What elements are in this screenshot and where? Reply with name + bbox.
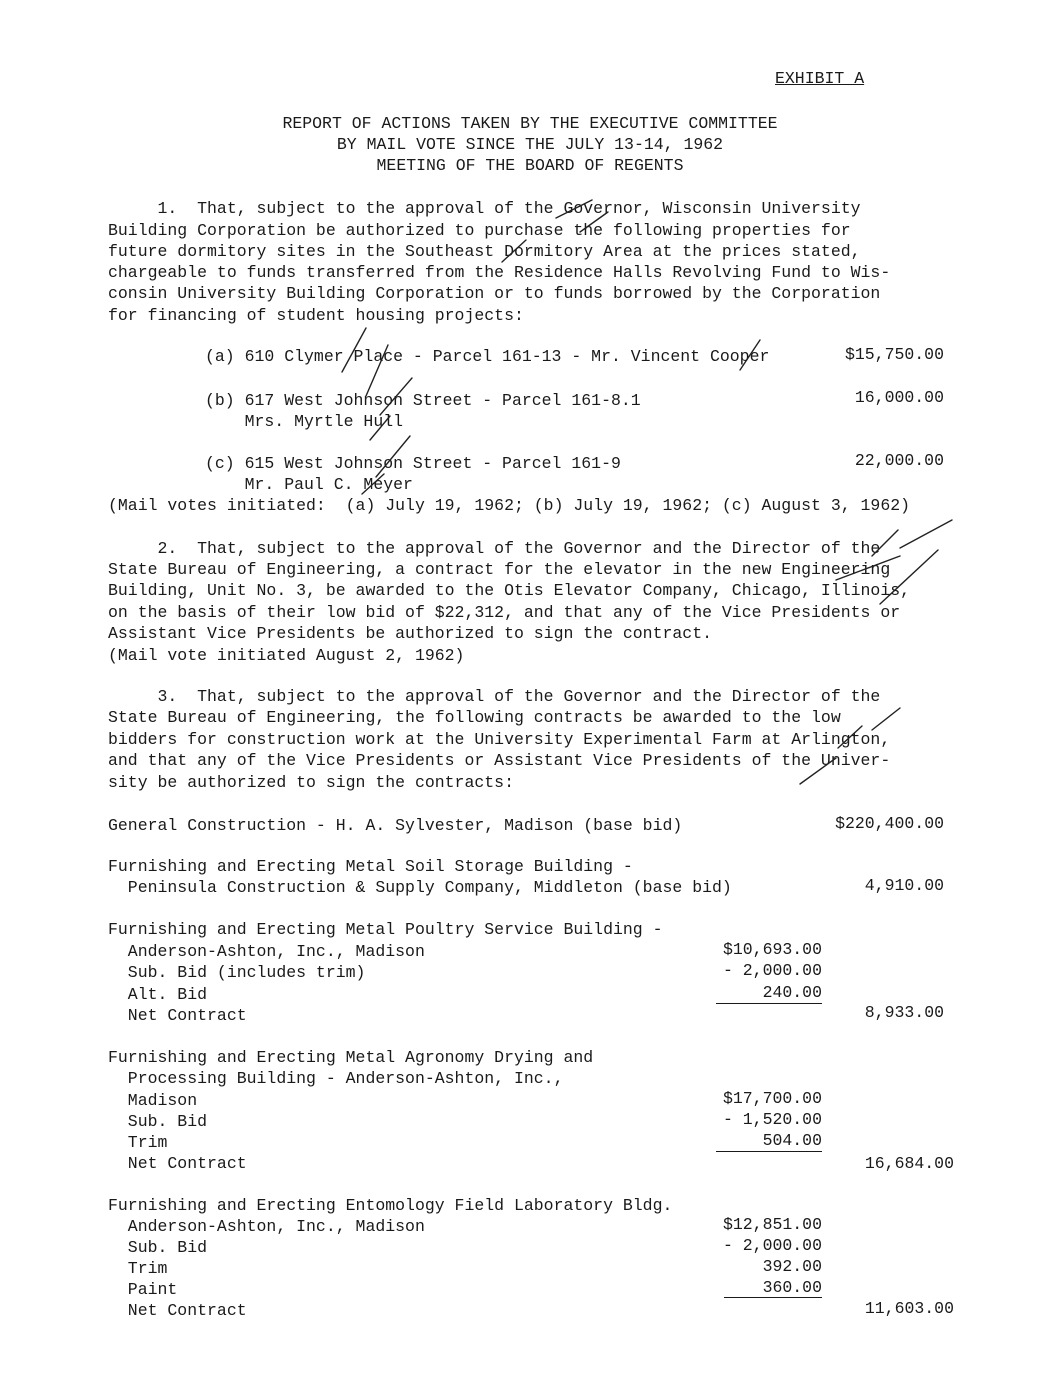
poultry-row-value: - 2,000.00 <box>722 961 822 980</box>
agronomy-sum-rule <box>716 1151 822 1152</box>
agronomy-heading-1: Furnishing and Erecting Metal Agronomy Drying and <box>108 1048 594 1067</box>
item-1-line: chargeable to funds transferred from the Residence Halls Revolving Fund to Wis- <box>108 263 891 282</box>
item-2-line: Building, Unit No. 3, be awarded to the Otis Elevator Company, Chicago, Illinois, <box>108 581 911 600</box>
item-1-line: 1. That, subject to the approval of the Governor, Wisconsin University <box>108 199 861 218</box>
property-b-amount: 16,000.00 <box>854 388 944 407</box>
entomology-row-value: - 2,000.00 <box>722 1236 822 1255</box>
property-b-description: (b) 617 West Johnson Street - Parcel 161-8.1 <box>205 391 641 410</box>
item-3-line: 3. That, subject to the approval of the Governor and the Director of the <box>108 687 881 706</box>
report-title-line-3: MEETING OF THE BOARD OF REGENTS <box>376 156 684 175</box>
item-1-line: future dormitory sites in the Southeast Dormitory Area at the prices stated, <box>108 242 861 261</box>
report-title-line-2: BY MAIL VOTE SINCE THE JULY 13-14, 1962 <box>336 135 724 154</box>
agronomy-heading-2: Processing Building - Anderson-Ashton, Inc., <box>108 1069 564 1088</box>
item-2-line: 2. That, subject to the approval of the Governor and the Director of the <box>108 539 881 558</box>
exhibit-label: EXHIBIT A <box>775 69 865 88</box>
poultry-row-label: Alt. Bid <box>108 985 208 1004</box>
general-construction-label: General Construction - H. A. Sylvester, Madison (base bid) <box>108 816 683 835</box>
poultry-heading: Furnishing and Erecting Metal Poultry Service Building - <box>108 920 663 939</box>
agronomy-row-label: Madison <box>108 1091 198 1110</box>
poultry-net-label: Net Contract <box>108 1006 247 1025</box>
entomology-heading: Furnishing and Erecting Entomology Field Laboratory Bldg. <box>108 1196 673 1215</box>
entomology-row-label: Trim <box>108 1259 168 1278</box>
item-3-line: State Bureau of Engineering, the following contracts be awarded to the low <box>108 708 841 727</box>
entomology-net-amount: 11,603.00 <box>864 1299 954 1318</box>
poultry-row-label: Sub. Bid (includes trim) <box>108 963 366 982</box>
property-a-amount: $15,750.00 <box>844 345 944 364</box>
mail-votes-note: (Mail votes initiated: (a) July 19, 1962; (b) July 19, 1962; (c) August 3, 1962) <box>108 496 911 515</box>
poultry-row-value: 240.00 <box>762 983 822 1002</box>
property-c-description: (c) 615 West Johnson Street - Parcel 161-9 <box>205 454 621 473</box>
entomology-row-value: 392.00 <box>762 1257 822 1276</box>
soil-storage-contractor: Peninsula Construction & Supply Company, Middleton (base bid) <box>108 878 732 897</box>
property-a-description: (a) 610 Clymer Place - Parcel 161-13 - Mr. Vincent Cooper <box>205 347 770 366</box>
poultry-row-value: $10,693.00 <box>722 940 822 959</box>
soil-storage-heading: Furnishing and Erecting Metal Soil Storage Building - <box>108 857 633 876</box>
poultry-net-amount: 8,933.00 <box>864 1003 944 1022</box>
poultry-row-label: Anderson-Ashton, Inc., Madison <box>108 942 425 961</box>
item-1-line: for financing of student housing projects: <box>108 306 524 325</box>
agronomy-row-value: 504.00 <box>762 1131 822 1150</box>
agronomy-row-value: $17,700.00 <box>722 1089 822 1108</box>
item-2-line: Assistant Vice Presidents be authorized to sign the contract. <box>108 624 712 643</box>
item-3-line: sity be authorized to sign the contracts: <box>108 773 514 792</box>
item-2-line: (Mail vote initiated August 2, 1962) <box>108 646 465 665</box>
soil-storage-amount: 4,910.00 <box>864 876 944 895</box>
entomology-net-label: Net Contract <box>108 1301 247 1320</box>
report-title-line-1: REPORT OF ACTIONS TAKEN BY THE EXECUTIVE COMMITTEE <box>282 114 778 133</box>
property-c-owner: Mr. Paul C. Meyer <box>205 475 413 494</box>
item-1-line: consin University Building Corporation or to funds borrowed by the Corporation <box>108 284 881 303</box>
agronomy-row-value: - 1,520.00 <box>722 1110 822 1129</box>
entomology-row-value: $12,851.00 <box>722 1215 822 1234</box>
general-construction-amount: $220,400.00 <box>835 814 944 833</box>
item-2-line: on the basis of their low bid of $22,312, and that any of the Vice Presidents or <box>108 603 901 622</box>
item-3-line: bidders for construction work at the University Experimental Farm at Arlington, <box>108 730 891 749</box>
item-2-line: State Bureau of Engineering, a contract for the elevator in the new Engineering <box>108 560 891 579</box>
agronomy-row-label: Trim <box>108 1133 168 1152</box>
item-3-line: and that any of the Vice Presidents or Assistant Vice Presidents of the Univer- <box>108 751 891 770</box>
entomology-row-label: Sub. Bid <box>108 1238 208 1257</box>
agronomy-net-amount: 16,684.00 <box>864 1154 954 1173</box>
property-b-owner: Mrs. Myrtle Hull <box>205 412 404 431</box>
entomology-row-label: Paint <box>108 1280 178 1299</box>
item-1-line: Building Corporation be authorized to purchase the following properties for <box>108 221 851 240</box>
property-c-amount: 22,000.00 <box>854 451 944 470</box>
agronomy-row-label: Sub. Bid <box>108 1112 208 1131</box>
entomology-row-value: 360.00 <box>762 1278 822 1297</box>
entomology-row-label: Anderson-Ashton, Inc., Madison <box>108 1217 425 1236</box>
agronomy-net-label: Net Contract <box>108 1154 247 1173</box>
